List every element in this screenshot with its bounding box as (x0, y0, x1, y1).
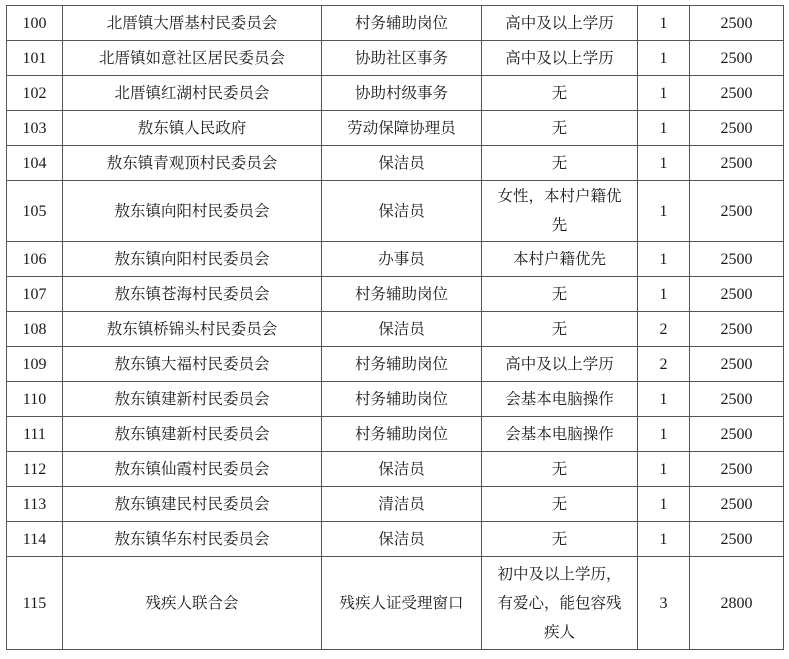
headcount-cell: 1 (638, 452, 690, 487)
organization-cell: 敖东镇青观顶村民委员会 (63, 146, 322, 181)
position-cell: 劳动保障协理员 (322, 111, 482, 146)
row-number: 103 (7, 111, 63, 146)
requirement-cell: 会基本电脑操作 (482, 417, 638, 452)
salary-cell: 2500 (690, 146, 784, 181)
salary-cell: 2500 (690, 417, 784, 452)
position-cell: 协助村级事务 (322, 76, 482, 111)
row-number: 101 (7, 41, 63, 76)
requirement-cell: 高中及以上学历 (482, 41, 638, 76)
organization-cell: 敖东镇向阳村民委员会 (63, 242, 322, 277)
row-number: 102 (7, 76, 63, 111)
organization-cell: 敖东镇向阳村民委员会 (63, 181, 322, 242)
headcount-cell: 2 (638, 347, 690, 382)
headcount-cell: 1 (638, 111, 690, 146)
row-number: 110 (7, 382, 63, 417)
salary-cell: 2500 (690, 41, 784, 76)
position-cell: 村务辅助岗位 (322, 417, 482, 452)
salary-cell: 2500 (690, 76, 784, 111)
salary-cell: 2500 (690, 242, 784, 277)
table-row (7, 382, 784, 417)
requirement-cell: 无 (482, 522, 638, 557)
salary-cell: 2500 (690, 382, 784, 417)
headcount-cell: 1 (638, 41, 690, 76)
position-cell: 村务辅助岗位 (322, 6, 482, 41)
table-row (7, 312, 784, 347)
requirement-cell: 无 (482, 277, 638, 312)
position-cell: 保洁员 (322, 522, 482, 557)
table-row (7, 347, 784, 382)
requirement-cell: 高中及以上学历 (482, 347, 638, 382)
table-row (7, 277, 784, 312)
position-cell: 村务辅助岗位 (322, 347, 482, 382)
position-cell: 保洁员 (322, 181, 482, 242)
organization-cell: 残疾人联合会 (63, 557, 322, 650)
position-cell: 保洁员 (322, 146, 482, 181)
row-number: 113 (7, 487, 63, 522)
position-cell: 村务辅助岗位 (322, 277, 482, 312)
salary-cell: 2500 (690, 347, 784, 382)
headcount-cell: 1 (638, 242, 690, 277)
job-listing-table (6, 5, 784, 650)
requirement-cell: 初中及以上学历，有爱心，能包容残疾人 (482, 557, 638, 650)
row-number: 104 (7, 146, 63, 181)
headcount-cell: 3 (638, 557, 690, 650)
requirement-cell: 无 (482, 146, 638, 181)
requirement-cell: 无 (482, 487, 638, 522)
salary-cell: 2800 (690, 557, 784, 650)
table-row (7, 41, 784, 76)
salary-cell: 2500 (690, 487, 784, 522)
headcount-cell: 1 (638, 146, 690, 181)
requirement-cell: 无 (482, 76, 638, 111)
table-row (7, 452, 784, 487)
table-row (7, 6, 784, 41)
requirement-cell: 本村户籍优先 (482, 242, 638, 277)
row-number: 106 (7, 242, 63, 277)
table-row (7, 522, 784, 557)
organization-cell: 北厝镇如意社区居民委员会 (63, 41, 322, 76)
headcount-cell: 1 (638, 522, 690, 557)
requirement-cell: 高中及以上学历 (482, 6, 638, 41)
headcount-cell: 1 (638, 487, 690, 522)
organization-cell: 北厝镇大厝基村民委员会 (63, 6, 322, 41)
table-row (7, 487, 784, 522)
organization-cell: 敖东镇建新村民委员会 (63, 382, 322, 417)
organization-cell: 敖东镇桥锦头村民委员会 (63, 312, 322, 347)
organization-cell: 北厝镇红湖村民委员会 (63, 76, 322, 111)
salary-cell: 2500 (690, 181, 784, 242)
headcount-cell: 1 (638, 76, 690, 111)
salary-cell: 2500 (690, 6, 784, 41)
salary-cell: 2500 (690, 312, 784, 347)
position-cell: 办事员 (322, 242, 482, 277)
organization-cell: 敖东镇建新村民委员会 (63, 417, 322, 452)
row-number: 112 (7, 452, 63, 487)
row-number: 111 (7, 417, 63, 452)
headcount-cell: 1 (638, 181, 690, 242)
table-row (7, 557, 784, 650)
row-number: 107 (7, 277, 63, 312)
headcount-cell: 1 (638, 417, 690, 452)
row-number: 108 (7, 312, 63, 347)
salary-cell: 2500 (690, 452, 784, 487)
salary-cell: 2500 (690, 111, 784, 146)
table-row (7, 146, 784, 181)
requirement-cell: 无 (482, 452, 638, 487)
position-cell: 保洁员 (322, 452, 482, 487)
table-row (7, 181, 784, 242)
organization-cell: 敖东镇苍海村民委员会 (63, 277, 322, 312)
position-cell: 清洁员 (322, 487, 482, 522)
headcount-cell: 1 (638, 277, 690, 312)
row-number: 109 (7, 347, 63, 382)
row-number: 115 (7, 557, 63, 650)
position-cell: 保洁员 (322, 312, 482, 347)
table-row (7, 111, 784, 146)
requirement-cell: 会基本电脑操作 (482, 382, 638, 417)
requirement-cell: 无 (482, 111, 638, 146)
requirement-cell: 无 (482, 312, 638, 347)
row-number: 100 (7, 6, 63, 41)
requirement-cell: 女性，本村户籍优先 (482, 181, 638, 242)
position-cell: 协助社区事务 (322, 41, 482, 76)
table-row (7, 417, 784, 452)
salary-cell: 2500 (690, 522, 784, 557)
table-row (7, 242, 784, 277)
headcount-cell: 2 (638, 312, 690, 347)
row-number: 105 (7, 181, 63, 242)
organization-cell: 敖东镇大福村民委员会 (63, 347, 322, 382)
organization-cell: 敖东镇华东村民委员会 (63, 522, 322, 557)
organization-cell: 敖东镇建民村民委员会 (63, 487, 322, 522)
headcount-cell: 1 (638, 6, 690, 41)
organization-cell: 敖东镇仙霞村民委员会 (63, 452, 322, 487)
table-row (7, 76, 784, 111)
organization-cell: 敖东镇人民政府 (63, 111, 322, 146)
headcount-cell: 1 (638, 382, 690, 417)
salary-cell: 2500 (690, 277, 784, 312)
row-number: 114 (7, 522, 63, 557)
position-cell: 村务辅助岗位 (322, 382, 482, 417)
position-cell: 残疾人证受理窗口 (322, 557, 482, 650)
